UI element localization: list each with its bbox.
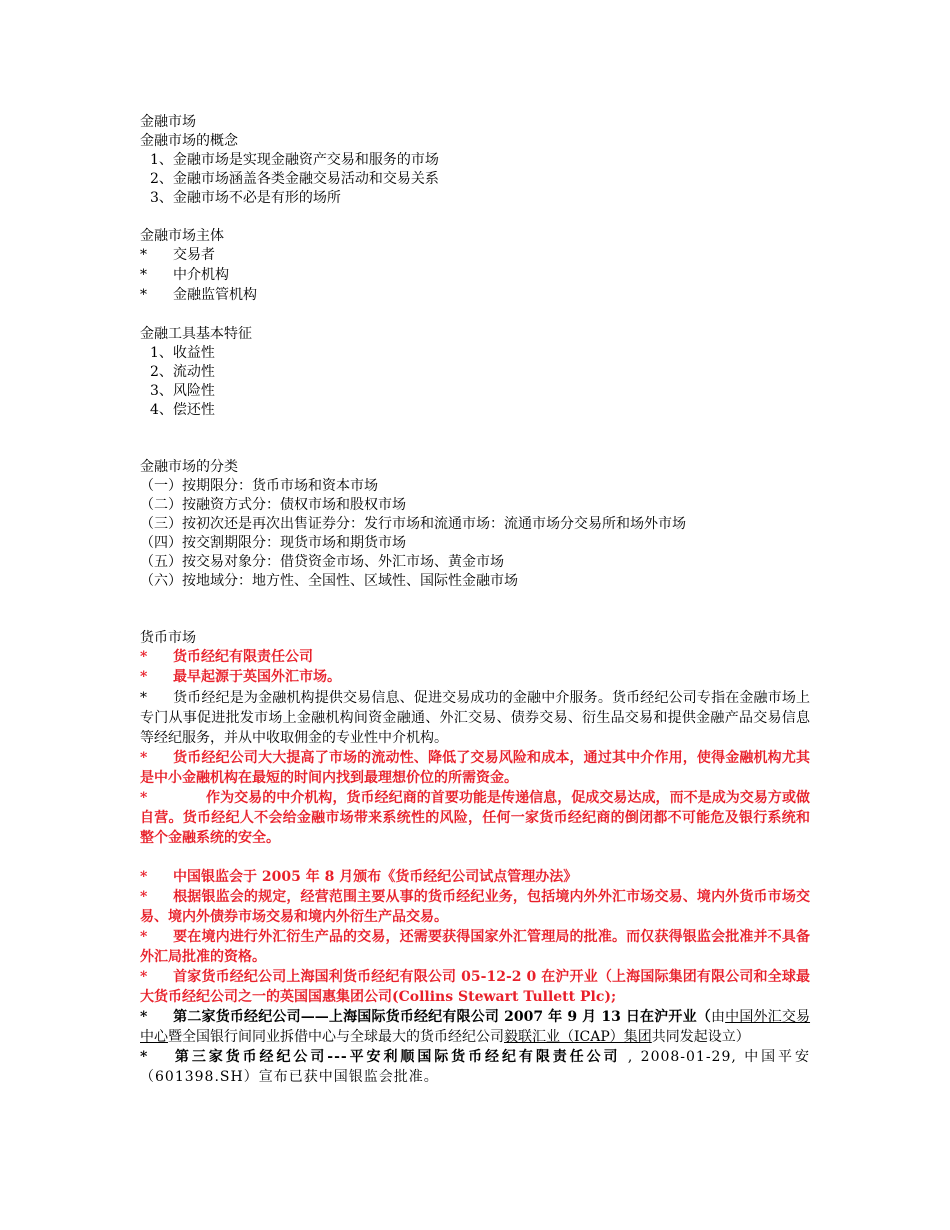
classification-item: （一）按期限分：货币市场和资本市场 [140,478,378,494]
feature-item: 4、偿还性 [150,402,215,418]
concept-item: 1、金融市场是实现金融资产交易和服务的市场 [150,152,439,168]
feature-item: 3、风险性 [150,383,215,399]
concept-item: 2、金融市场涵盖各类金融交易活动和交易关系 [150,171,439,187]
paragraph: * 中国银监会于 2005 年 8 月颁布《货币经纪公司试点管理办法》 [140,869,578,885]
subjects-heading: 金融市场主体 [140,228,224,244]
concept-item: 3、金融市场不必是有形的场所 [150,190,341,206]
paragraph: * 第二家货币经纪公司——上海国际货币经纪有限公司 2007 年 9 月 13 日在沪开业（由中国外汇交易中心暨全国银行间同业拆借中心与全球最大的货币经纪公司毅联汇业（ICAP）集团共同发起设立） [140,1009,811,1045]
bullet-star: * [140,247,147,263]
paragraph: * 要在境内进行外汇衍生产品的交易，还需要获得国家外汇管理局的批准。而仅获得银监会批准并不具备外汇局批准的资格。 [140,929,810,965]
paragraph: * 货币经纪是为金融机构提供交易信息、促进交易成功的金融中介服务。货币经纪公司专指在金融市场上专门从事促进批发市场上金融机构间资金融通、外汇交易、债券交易、衍生品交易和提供金融产品交易信息等经纪服务，并从中收取佣金的专业性中介机构。 [140,690,810,746]
link-cfets[interactable]: 中国外汇交易中心 [140,1009,811,1045]
list-item: * 金融监管机构 [140,286,810,306]
feature-item: 1、收益性 [150,345,215,361]
list-item: * 交易者 [140,246,810,266]
paragraph: * 首家货币经纪公司上海国利货币经纪有限公司 05-12-2 0 在沪开业（上海国际集团有限公司和全球最大货币经纪公司之一的英国国惠集团公司(Collins Stewart Tullett Plc); [140,969,810,1005]
list-item: * 货币经纪有限责任公司 [140,649,313,665]
classification-item: （五）按交易对象分：借贷资金市场、外汇市场、黄金市场 [140,554,504,570]
document-page [140,113,810,1087]
classification-item: （六）按地域分：地方性、全国性、区域性、国际性金融市场 [140,573,518,589]
link-icap[interactable]: 毅联汇业（ICAP）集团 [504,1029,652,1045]
features-heading: 金融工具基本特征 [140,326,252,342]
paragraph: * 作为交易的中介机构，货币经纪商的首要功能是传递信息，促成交易达成，而不是成为交易方或做自营。货币经纪人不会给金融市场带来系统性的风险，任何一家货币经纪商的倒闭都不可能危及银行系统和整个金融系统的安全。 [140,790,810,846]
bullet-star: * [140,287,147,303]
money-market-heading: 货币市场 [140,630,196,646]
paragraph: * 第三家货币经纪公司---平安利顺国际货币经纪有限责任公司 , 2008-01-29, 中国平安（601398.SH）宣布已获中国银监会批准。 [140,1049,810,1085]
classification-heading: 金融市场的分类 [140,459,238,475]
list-item: * 最早起源于英国外汇市场。 [140,669,341,685]
paragraph: * 货币经纪公司大大提高了市场的流动性、降低了交易风险和成本，通过其中介作用，使得金融机构尤其是中小金融机构在最短的时间内找到最理想价位的所需资金。 [140,750,810,786]
classification-item: （四）按交割期限分：现货市场和期货市场 [140,535,406,551]
classification-item: （二）按融资方式分：债权市场和股权市场 [140,497,406,513]
bullet-star: * [140,267,147,283]
list-item: * 中介机构 [140,266,810,286]
paragraph: * 根据银监会的规定，经营范围主要从事的货币经纪业务，包括境内外外汇市场交易、境内外货币市场交易、境内外债券市场交易和境内外衍生产品交易。 [140,889,810,925]
concept-heading: 金融市场的概念 [140,133,238,149]
doc-title: 金融市场 [140,114,196,130]
classification-item: （三）按初次还是再次出售证券分：发行市场和流通市场：流通市场分交易所和场外市场 [140,516,686,532]
feature-item: 2、流动性 [150,364,215,380]
